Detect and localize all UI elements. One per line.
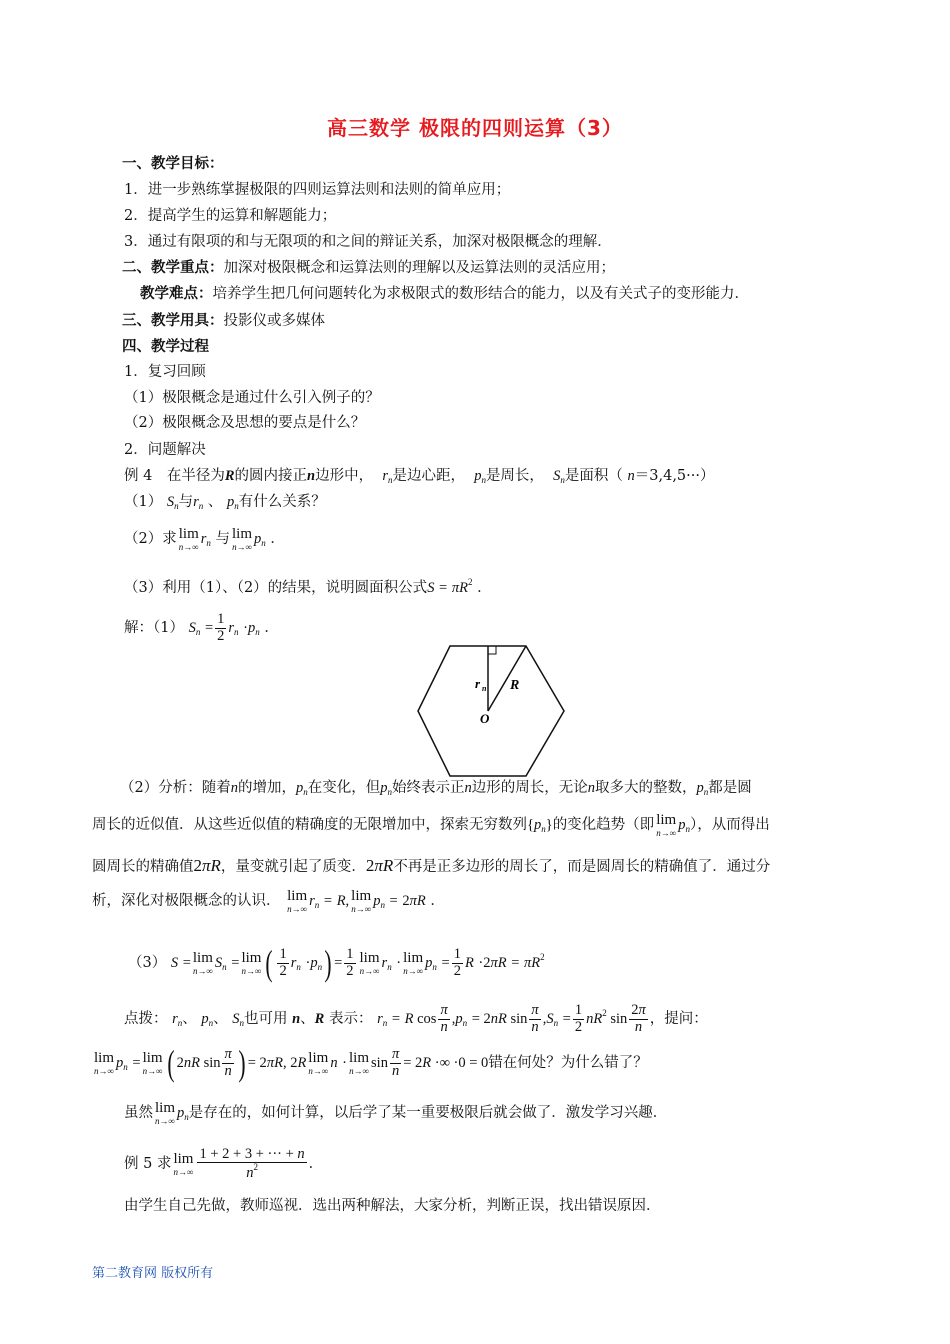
section-heading-difficulty: 教学难点： [140, 285, 213, 302]
label-R: R [510, 678, 520, 693]
example-4-part1: （1） $S_n$与$r_n$ 、 $p_n$有什么关系？ [124, 494, 326, 511]
analysis-line-4: 析，深化对极限概念的认识． lim n→∞ $r_n = R$, lim n→∞ $p_n = 2\pi R$ ． [92, 887, 445, 914]
review-question: （1）极限概念是通过什么引入例子的？ [124, 390, 380, 406]
section-tools [122, 311, 325, 331]
section-heading-tools: 三、教学用具： [122, 312, 224, 329]
example-5: 例 5 求 lim n→∞ $\frac{1 + 2 + 3 + \cdot\cdot\cdot + n}{n^2}$ ． [124, 1145, 324, 1181]
goal-item: 2．提高学生的运算和解题能力； [124, 208, 337, 224]
solve-heading: 2．问题解决 [124, 442, 206, 458]
example-4-part3: （3）利用（1）、（2）的结果，说明圆面积公式$S = \pi R^2$ ． [124, 577, 492, 596]
wrong-derivation: lim n→∞ $p_n$ = lim n→∞ ( 2nR sin $\frac{\pi}{n}$ ) = 2πR, 2R lim n→∞ n · lim n→∞ sin $\frac{\pi}{n}$ = 2R ·∞ ·0 = 0错在何处？为什么错了？ [94, 1043, 648, 1083]
right-angle-mark [488, 646, 496, 654]
example-4-statement: 例 4 在半径为R的圆内接正n边形中， $r_n$是边心距， $p_n$是周长， $S_n$是面积（ n＝3,4,5···） [124, 468, 715, 485]
section-heading-process: 四、教学过程 [122, 338, 209, 355]
difficulty-text: 培养学生把几何问题转化为求极限式的数形结合的能力，以及有关式子的变形能力． [212, 286, 749, 302]
part-3-derivation: （3） S = lim n→∞ $S_n$ = lim n→∞ ( $\frac{1}{2}$ $r_n \cdot p_n$) = $\frac{1}{2}$ lim n→∞ $r_n$ · lim n→∞ $p_n$ = $\frac{1}{2}$ $R \cdot 2\pi R = \pi R^2$ [128, 943, 545, 983]
focus-text: 加深对极限概念和运算法则的理解以及运算法则的灵活应用； [223, 260, 615, 276]
example-4-part2: （2）求 lim n→∞ $r_n$ 与 lim n→∞ $p_n$ ． [124, 525, 285, 552]
analysis-line-2: 周长的近似值．从这些近似值的精确度的无限增加中，探索无穷数列$\{p_n\}$的变化趋势（即 lim n→∞ $p_n$），从而得出 [92, 811, 770, 838]
review-heading: 1．复习回顾 [124, 364, 206, 380]
footer-copyright: 第二教育网 版权所有 [92, 1266, 214, 1281]
solution-part1: 解：（1） $S_n$ = $\frac{1}{2}$ $r_n \cdot p_n$ ． [124, 611, 279, 644]
tools-text: 投影仪或多媒体 [223, 313, 325, 329]
section-heading-goals: 一、教学目标： [122, 155, 224, 172]
analysis-line-3: 圆周长的精确值2πR，量变就引起了质变．2πR不再是正多边形的周长了，而是圆周长的精确值了．通过分 [92, 856, 771, 875]
analysis-line-1: （2）分析：随着n的增加，$p_n$在变化，但$p_n$始终表示正n边形的周长，无论n取多大的整数，$p_n$都是圆 [120, 780, 752, 797]
goal-item: 3．通过有限项的和与无限项的和之间的辩证关系，加深对极限概念的理解． [124, 234, 612, 250]
hexagon-figure [412, 640, 572, 780]
label-r-sub: n [482, 684, 487, 693]
hint-line: 点拨： $r_n$、 $p_n$、 $S_n$也可用 n、R 表示： $r_n = R$ cos $\frac{\pi}{n}$ $,p_n = 2nR$ sin $\frac{\pi}{n}$ $,S_n$ = $\frac{1}{2}$ $nR^2$ sin $\frac{2\pi}{n}$ ，提问： [124, 1002, 708, 1035]
section-difficulty [140, 284, 749, 304]
example-5-note: 由学生自己先做，教师巡视．选出两种解法，大家分析，判断正误，找出错误原因． [124, 1198, 661, 1214]
section-focus [122, 258, 615, 278]
review-question: （2）极限概念及思想的要点是什么？ [124, 415, 366, 431]
hexagon-shape [418, 646, 564, 776]
label-r: r [475, 676, 481, 691]
radius-line [488, 646, 526, 711]
page-title: 高三数学 极限的四则运算（3） [327, 116, 623, 140]
section-heading-focus: 二、教学重点： [122, 259, 224, 276]
goal-item: 1．进一步熟练掌握极限的四则运算法则和法则的简单应用； [124, 182, 511, 198]
label-O: O [480, 711, 490, 726]
remark-line: 虽然 lim n→∞ $p_n$是存在的，如何计算，以后学了某一重要极限后就会做了．激发学习兴趣． [124, 1099, 668, 1126]
